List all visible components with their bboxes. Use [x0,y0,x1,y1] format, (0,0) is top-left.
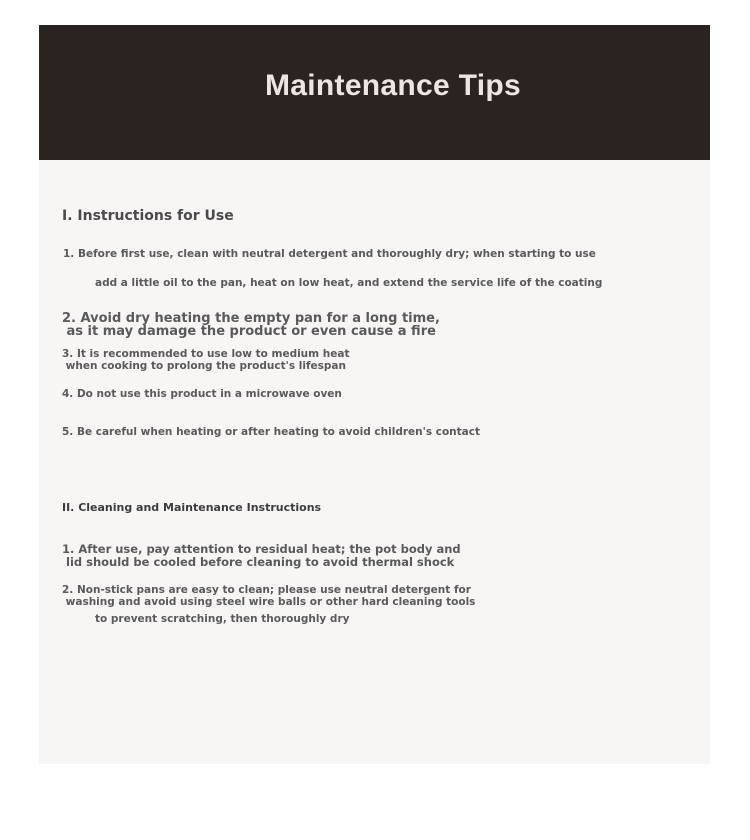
use-item-2-line-2: as it may damage the product or even cause a fire [62,324,436,339]
use-section-title: I. Instructions for Use [62,208,234,224]
use-item-2-line-1: 2. Avoid dry heating the empty pan for a long time, [62,311,440,326]
use-item-1-line-2: add a little oil to the pan, heat on low heat, and extend the service life of the coating [95,277,603,289]
cleaning-item-2-line-3: to prevent scratching, then thoroughly dry [95,613,350,625]
use-item-5: 5. Be careful when heating or after heating to avoid children's contact [62,426,481,438]
cleaning-item-2-line-2: washing and avoid using steel wire balls or other hard cleaning tools [62,596,476,608]
cleaning-item-1-line-2: lid should be cooled before cleaning to avoid thermal shock [62,555,455,569]
use-item-1-line-1: 1. Before first use, clean with neutral detergent and thoroughly dry; when starting to use [63,248,596,260]
cleaning-item-2-line-1: 2. Non-stick pans are easy to clean; please use neutral detergent for [62,584,471,596]
page-title: Maintenance Tips [265,69,521,102]
cleaning-section-title: II. Cleaning and Maintenance Instructions [62,501,322,514]
header-banner [39,25,710,160]
use-item-3-line-1: 3. It is recommended to use low to medium heat [62,348,350,360]
use-item-4: 4. Do not use this product in a microwave oven [62,388,342,400]
use-item-3-line-2: when cooking to prolong the product's lifespan [62,360,346,372]
cleaning-item-1-line-1: 1. After use, pay attention to residual heat; the pot body and [62,542,461,556]
tips-sheet [39,25,710,764]
